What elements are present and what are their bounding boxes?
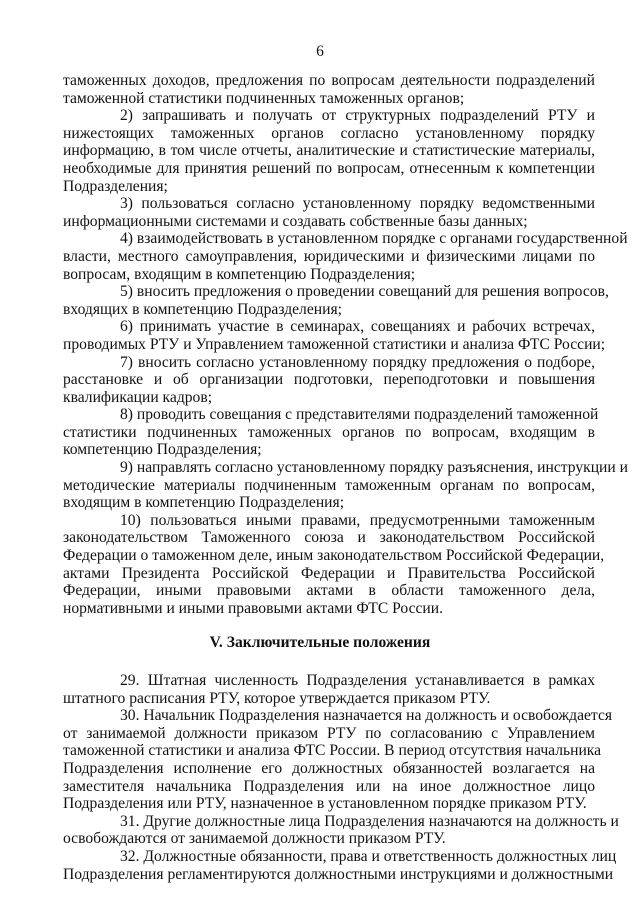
text-line: 31. Другие должностные лица Подразделения назначаются на должность и xyxy=(120,812,619,830)
text-line: необходимые для принятия решений по вопросам, отнесенным к компетенции xyxy=(63,159,595,177)
section-heading: V. Заключительные положения xyxy=(209,634,431,651)
text-line: статистики подчиненных таможенных органов по вопросам, входящим в xyxy=(63,423,595,441)
text-line: актами Президента Российской Федерации и Правительства Российской xyxy=(63,564,595,582)
text-line: входящих в компетенцию Подразделения; xyxy=(63,300,342,318)
text-line: штатного расписания РТУ, которое утверждается приказом РТУ. xyxy=(63,689,491,707)
text-line: Федерации, иными правовыми актами в области таможенного дела, xyxy=(63,582,595,600)
text-line: 2) запрашивать и получать от структурных подразделений РТУ и xyxy=(120,107,595,125)
document-body-rights xyxy=(63,72,628,617)
paragraph xyxy=(63,847,617,883)
text-line: 6) принимать участие в семинарах, совещаниях и рабочих встречах, xyxy=(120,318,595,336)
text-line: нормативными и иными правовыми актами ФТС России. xyxy=(63,599,444,617)
text-line: 30. Начальник Подразделения назначается на должность и освобождается xyxy=(120,707,613,725)
text-line: Федерации о таможенном деле, иным законодательством Российской Федерации, xyxy=(63,547,605,565)
paragraph xyxy=(63,459,628,512)
text-line: Подразделения; xyxy=(63,177,168,195)
text-line: вопросам, входящим в компетенцию Подразделения; xyxy=(63,265,416,283)
text-line: Подразделения регламентируются должностными инструкциями и должностными xyxy=(63,865,614,883)
text-line: 3) пользоваться согласно установленному порядку ведомственными xyxy=(120,195,595,213)
paragraph xyxy=(63,318,606,353)
paragraph xyxy=(63,230,628,283)
text-line: входящим в компетенцию Подразделения; xyxy=(63,494,345,512)
text-line: заместителя начальника Подразделения или на иное должностное лицо xyxy=(63,777,595,795)
text-line: 4) взаимодействовать в установленном порядке с органами государственной xyxy=(120,230,628,248)
text-line: 7) вносить согласно установленному порядку предложения о подборе, xyxy=(120,353,595,371)
paragraph xyxy=(63,195,595,230)
text-line: освобождаются от занимаемой должности приказом РТУ. xyxy=(63,830,446,848)
text-line: проводимых РТУ и Управлением таможенной статистики и анализа ФТС России; xyxy=(63,335,606,353)
paragraph xyxy=(63,72,595,107)
text-line: 32. Должностные обязанности, права и ответственность должностных лиц xyxy=(120,847,617,865)
text-line: таможенных доходов, предложения по вопросам деятельности подразделений xyxy=(63,72,595,89)
text-line: Подразделения или РТУ, назначенное в установленном порядке приказом РТУ. xyxy=(63,795,587,813)
text-line: таможенной статистики подчиненных таможенных органов; xyxy=(63,89,465,107)
paragraph xyxy=(63,672,595,707)
text-line: методические материалы подчиненным таможенным органам по вопросам, xyxy=(63,476,595,494)
text-line: квалификации кадров; xyxy=(63,388,213,406)
text-line: нижестоящих таможенных органов согласно установленному порядку xyxy=(63,124,595,142)
text-line: информацию, в том числе отчеты, аналитические и статистические материалы, xyxy=(63,142,595,160)
text-line: таможенной статистики и анализа ФТС России. В период отсутствия начальника xyxy=(63,742,602,760)
text-line: 5) вносить предложения о проведении совещаний для решения вопросов, xyxy=(120,283,609,301)
paragraph xyxy=(63,707,613,813)
text-line: информационными системами и создавать собственные базы данных; xyxy=(63,212,528,230)
text-line: компетенцию Подразделения; xyxy=(63,441,262,459)
text-line: 9) направлять согласно установленному порядку разъяснения, инструкции и xyxy=(120,459,628,477)
text-line: 10) пользоваться иными правами, предусмотренными таможенным xyxy=(120,511,595,529)
text-line: власти, местного самоуправления, юридическими и физическими лицами по xyxy=(63,247,595,265)
text-line: 29. Штатная численность Подразделения устанавливается в рамках xyxy=(120,672,595,689)
paragraph xyxy=(63,283,609,318)
text-line: Подразделения исполнение его должностных обязанностей возлагается на xyxy=(63,759,595,777)
paragraph xyxy=(63,511,605,618)
paragraph xyxy=(63,107,595,195)
paragraph xyxy=(63,812,619,848)
document-body-final-provisions xyxy=(63,672,619,883)
text-line: от занимаемой должности приказом РТУ по согласованию с Управлением xyxy=(63,724,595,742)
page-number: 6 xyxy=(316,43,324,60)
paragraph xyxy=(63,354,595,407)
text-line: расстановке и об организации подготовки, переподготовки и повышения xyxy=(63,371,595,389)
text-line: законодательством Таможенного союза и законодательством Российской xyxy=(63,529,595,547)
paragraph xyxy=(63,406,599,459)
text-line: 8) проводить совещания с представителями подразделений таможенной xyxy=(120,406,599,424)
